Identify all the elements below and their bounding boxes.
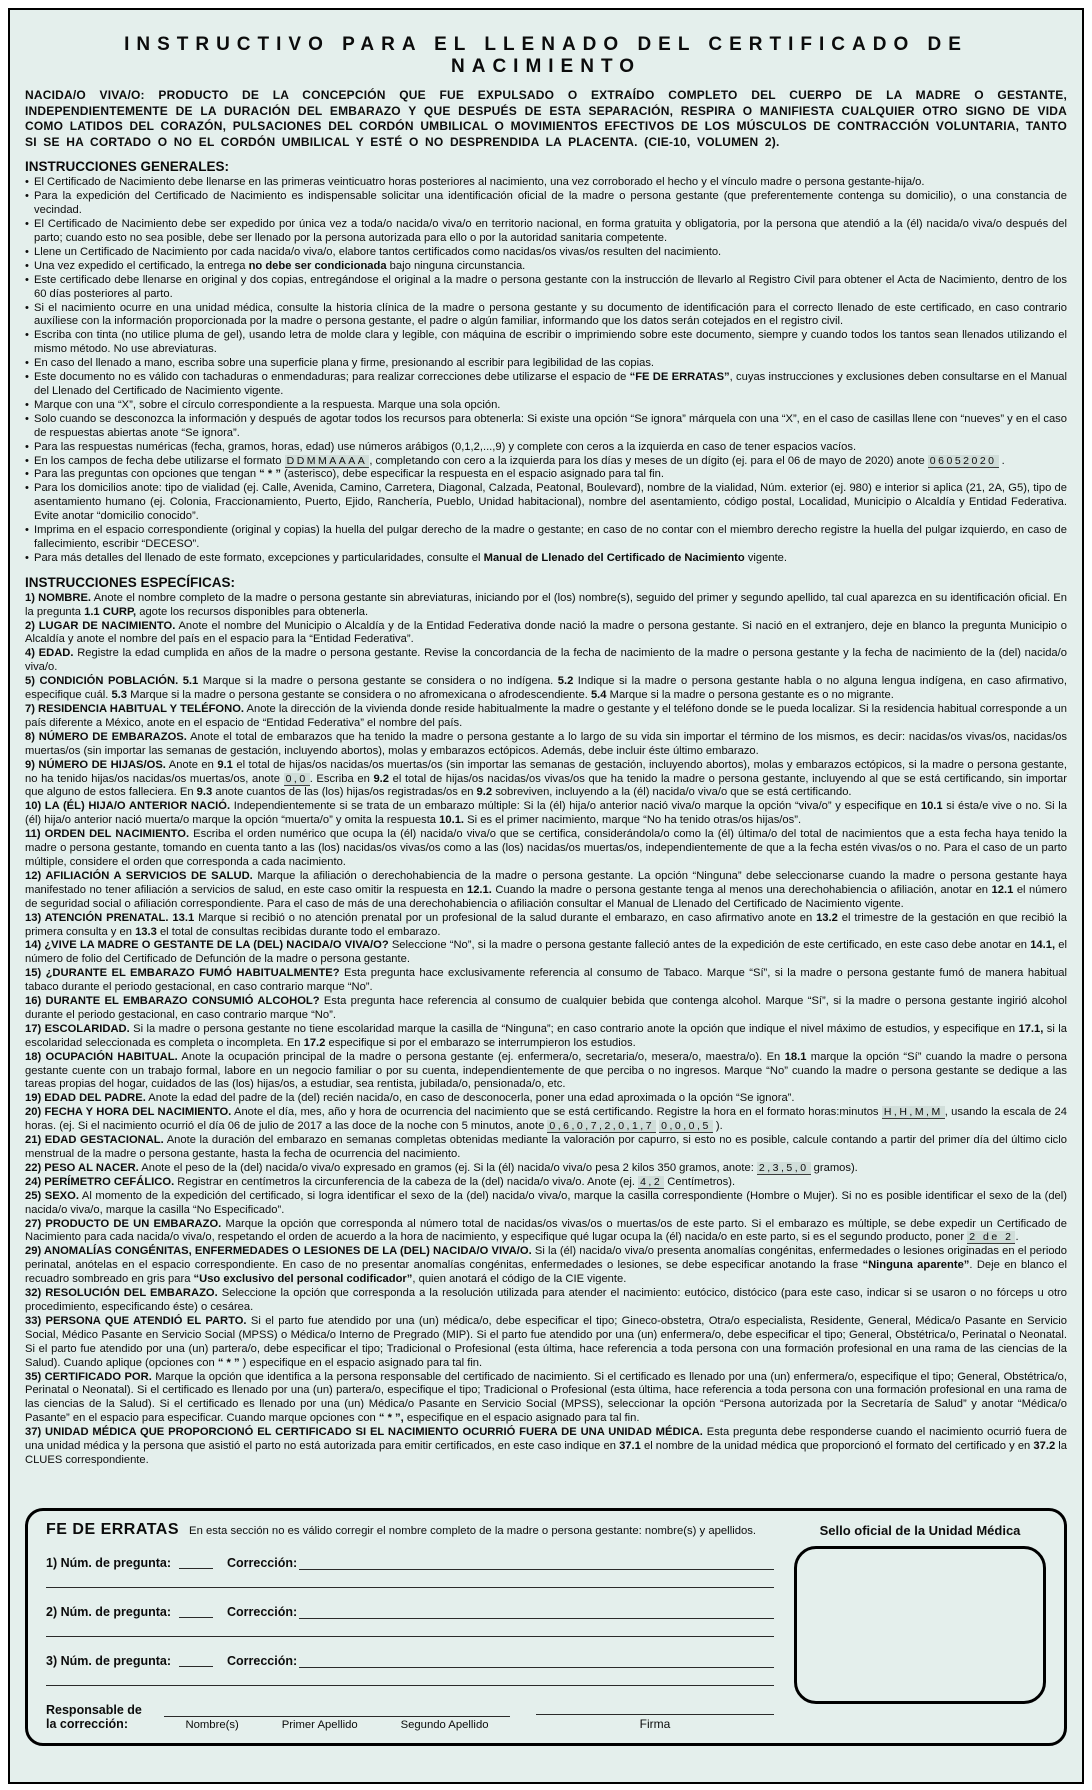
specific-instruction-item: 20) FECHA Y HORA DEL NACIMIENTO. Anote el día, mes, año y hora de ocurrencia del nacimiento que se está certificando. Registre la hora en el formato horas:minutos H,H,M,M , usando la escala de 24 horas. (ej. Si el nacimiento ocurrió el día 06 de julio de 2017 a las doce de la noche con 5 minutos, anote 0,6,0,7,2,0,1,7 0,0,0,5 ). (25, 1106, 1067, 1133)
correction-field-3 (299, 1655, 774, 1668)
general-instruction-item: • Escriba con tinta (no utilice pluma de gel), usando letra de molde clara y legible, con máquina de escribir o imprimiendo sobre este documento, siempre y cuando todos los tantos sean llenados utilizando el mismo método. No use abreviaturas. (25, 329, 1067, 357)
general-instruction-item: • En caso del llenado a mano, escriba sobre una superficie plana y firme, presionando al escribir para legibilidad de las copias. (25, 357, 1067, 371)
specific-instruction-item: 27) PRODUCTO DE UN EMBARAZO. Marque la opción que corresponda al número total de nacidas/os vivas/os o muertas/os de este parto. Si el embarazo es múltiple, se debe expedir un Certificado de Nacimiento para cada nacida/o viva/o, respetando el orden de acuerdo a la hora de nacimiento, y especifique qué lugar ocupa la (él) nacida/o en este parto, si es el segundo producto, poner 2 de 2 . (25, 1217, 1067, 1244)
correction-continuation-line-1 (46, 1573, 774, 1588)
general-instruction-item: • Llene un Certificado de Nacimiento por cada nacida/o viva/o, elabore tantos certificados como nacidas/os vivas/os resulten del nacimiento. (25, 246, 1067, 260)
general-instruction-item: • Este documento no es válido con tachaduras o enmendaduras; para realizar correcciones debe utilizarse el espacio de “FE DE ERRATAS”, cuyas instrucciones y exclusiones deben consultarse en el Manual del Llenado del Certificado de Nacimiento vigente. (25, 371, 1067, 399)
specific-instruction-item: 13) ATENCIÓN PRENATAL. 13.1 Marque si recibió o no atención prenatal por un profesional de la salud durante el embarazo, en caso afirmativo anote en 13.2 el trimestre de la gestación en que recibió la primera consulta y en 13.3 el total de consultas recibidas durante todo el embarazo. (25, 911, 1067, 938)
errata-row-2 (46, 1605, 774, 1619)
specific-instruction-item: 33) PERSONA QUE ATENDIÓ EL PARTO. Si el parto fue atendido por una (un) médica/o, debe especificar el tipo; Gineco-obstetra, Otra/o especialista, Residente, General, Médica/o Pasante en Servicio Social, Médico Pasante en Servicio Social (MPSS) o Médica/o Interno de Pregrado (MIP). Si el parto fue atendido por una (un) enfermera/o, debe especificar el tipo; General, Obstétrica/o, Perinatal o Neonatal. Si el parto fue atendido por una (un) partera/o, debe especificar el tipo; Tradicional o Profesional (esta última, hace referencia a toda persona con una formación profesional en una rama de las ciencias de la Salud). Cuando aplique (opciones con “ * ” ) especifique en el espacio asignado para tal fin. (25, 1314, 1067, 1369)
first-surname-field-label: Primer Apellido (281, 1719, 358, 1731)
specific-instruction-item: 8) NÚMERO DE EMBARAZOS. Anote el total de embarazos que ha tenido la madre o persona gestante a lo largo de su vida sin importar el término de los mismos, es decir: nacidas/os vivas/os, nacidas/os muertas/os (sin importar las semanas de gestación, incluyendo abortos), molas y embarazos ectópicos. Además, debe incluir éste último embarazo. (25, 730, 1067, 757)
general-instruction-item: • Este certificado debe llenarse en original y dos copias, entregándose el original a la madre o persona gestante con la instrucción de llevarlo al Registro Civil para obtener el Acta de Nacimiento, dentro de los 60 días posteriores al parto. (25, 274, 1067, 302)
page-title: INSTRUCTIVO PARA EL LLENADO DEL CERTIFICADO DE NACIMIENTO (124, 34, 968, 77)
correction-label-1: Corrección: (227, 1556, 298, 1570)
specific-instructions-heading: INSTRUCCIONES ESPECÍFICAS: (25, 574, 236, 590)
general-instruction-item: • Para más detalles del llenado de este formato, excepciones y particularidades, consulte el Manual de Llenado del Certificado de Nacimiento vigente. (25, 552, 1067, 566)
specific-instruction-item: 32) RESOLUCIÓN DEL EMBARAZO. Seleccione la opción que corresponda a la resolución utilizada para atender el nacimiento: eutócico, distócico (para este caso, indicar si se usaron o no fórceps u otro procedimiento, especificando éste) o cesárea. (25, 1287, 1067, 1313)
specific-instruction-item: 18) OCUPACIÓN HABITUAL. Anote la ocupación principal de la madre o persona gestante (ej. enfermera/o, secretaria/o, mesera/o, maestra/o). En 18.1 marque la opción “Sí” cuando la madre o persona gestante cuente con un trabajo formal, labore en un negocio familiar o por su cuenta, independientemente de que perciba o no ingresos. Marque “No” cuando la madre o persona gestante se dedique a las tareas propias del hogar, cuidados de las (los) hijas/os, a estudiar, sea rentista, jubilada/o, pensionada/o, etc. (25, 1050, 1067, 1091)
question-number-field-3 (179, 1654, 213, 1667)
specific-instruction-item: 10) LA (ÉL) HIJA/O ANTERIOR NACIÓ. Independientemente si se trata de un embarazo múltiple: Si la (él) hija/o anterior nació viva/o marque la opción “viva/o” y especifique en 10.1 si ésta/e vive o no. Si la (él) hija/o anterior nació muerta/o marque la opción “muerta/o” y omita la respuesta 10.1. Si es el primer nacimiento, marque “No ha tenido otras/os hijas/os”. (25, 800, 1067, 827)
question-number-label-3: 3) Núm. de pregunta: (46, 1654, 172, 1668)
question-number-field-1 (179, 1556, 213, 1569)
specific-instruction-item: 5) CONDICIÓN POBLACIÓN. 5.1 Marque si la madre o persona gestante se considera o no indígena. 5.2 Indique si la madre o persona gestante habla o no alguna lengua indígena, en caso afirmativo, especifique cuál. 5.3 Marque si la madre o persona gestante se considera o no afromexicana o afrodescendiente. 5.4 Marque si la madre o persona gestante es o no migrante. (25, 675, 1067, 702)
specific-instruction-item: 9) NÚMERO DE HIJAS/OS. Anote en 9.1 el total de hijas/os nacidas/os muertas/os (sin importar las semanas de gestación, incluyendo abortos), molas y embarazos ectópicos, si la madre o persona gestante, no ha tenido hijas/os nacidas/os muertas/os, anote 0,0 . Escriba en 9.2 el total de hijas/os nacidas/os vivas/os que ha tenido la madre o persona gestante, incluyendo al que se está certificando, sin importar que alguno de estos falleciera. En 9.3 anote cuantos de las (los) hijas/os registradas/os en 9.2 sobreviven, incluyendo a la (él) nacida/o viva/o que se está certificando. (25, 758, 1068, 799)
correction-continuation-line-2 (46, 1622, 774, 1637)
responsible-name-fields (164, 1704, 510, 1731)
question-number-label-2: 2) Núm. de pregunta: (46, 1605, 172, 1619)
responsible-name-labels (164, 1719, 510, 1731)
specific-instruction-item: 37) UNIDAD MÉDICA QUE PROPORCIONÓ EL CERTIFICADO SI EL NACIMIENTO OCURRIÓ FUERA DE UNA UNIDAD MÉDICA. Esta pregunta debe responderse cuando el nacimiento ocurrió fuera de una unidad médica y la persona que asistió el parto no está autorizada para emitir certificados, en este caso indique en 37.1 el nombre de la unidad médica que proporcionó el formato del certificado y en 37.2 la CLUES correspondiente. (25, 1426, 1067, 1466)
specific-instruction-item: 2) LUGAR DE NACIMIENTO. Anote el nombre del Municipio o Alcaldía y de la Entidad Federativa donde nació la madre o persona gestante. Si nació en el extranjero, deje en blanco la pregunta Municipio o Alcaldía y anote el nombre del país en el espacio para la “Entidad Federativa”. (25, 619, 1068, 646)
errata-note: En esta sección no es válido corregir el nombre completo de la madre o persona gestante: nombre(s) y apellidos. (189, 1525, 757, 1537)
errata-header (46, 1521, 774, 1539)
specific-instruction-item: 15) ¿DURANTE EL EMBARAZO FUMÓ HABITUALMENTE? Esta pregunta hace exclusivamente referencia al consumo de Tabaco. Marque “Sí”, si la madre o persona gestante fumó de manera habitual tabaco durante el periodo gestacional, en caso contrario marque “No”. (25, 967, 1068, 994)
general-instruction-item: • Para las respuestas numéricas (fecha, gramos, horas, edad) use números arábigos (0,1,2,...,9) y complete con ceros a la izquierda en caso de tener espacios vacíos. (25, 441, 1067, 455)
general-instruction-item: • En los campos de fecha debe utilizarse el formato DDMMAAAA , completando con cero a la izquierda para los días y meses de un dígito (ej. para el 06 de mayo de 2020) anote 06052020 . (25, 455, 1067, 469)
signature-line (536, 1702, 774, 1715)
general-instruction-item: • El Certificado de Nacimiento debe ser expedido por única vez a toda/o nacida/o viva/o en territorio nacional, en forma gratuita y obligatoria, por la persona que atendió a la (él) nacida/o viva/o después del parto; cuando esto no sea posible, debe ser llenado por la persona autorizada para ello o por la autoridad sanitaria competente. (25, 218, 1067, 246)
specific-instruction-item: 19) EDAD DEL PADRE. Anote la edad del padre de la (del) recién nacida/o, en caso de desconocerla, poner una edad aproximada o la opción “Se ignora”. (25, 1092, 795, 1105)
general-instruction-item: • Marque con una “X”, sobre el círculo correspondiente a la respuesta. Marque una sola opción. (25, 399, 1067, 413)
specific-instruction-item: 7) RESIDENCIA HABITUAL Y TELÉFONO. Anote la dirección de la vivienda donde reside habitualmente la madre o gestante y el teléfono donde se le pueda localizar. Si la residencia habitual corresponde a un país diferente a México, anote en el espacio de “Entidad Federativa” el nombre del país. (25, 703, 1067, 729)
specific-instruction-item: 21) EDAD GESTACIONAL. Anote la duración del embarazo en semanas completas obtenidas mediante la valoración por capurro, si esto no es posible, calcule contando a partir del primer día del último ciclo menstrual de la madre o persona gestante, hasta la fecha de ocurrencia del nacimiento. (25, 1134, 1067, 1160)
specific-instruction-item: 29) ANOMALÍAS CONGÉNITAS, ENFERMEDADES O LESIONES DE LA (DEL) NACIDA/O VIVA/O. Si la (él) nacida/o viva/o presenta anomalías congénitas, enfermedades o lesiones originadas en el periodo perinatal, anótelas en el espacio correspondiente. En caso de no presentar anomalías congénitas, enfermedades o lesiones, se debe especificar anotando la frase “Ninguna aparente”. Deje en blanco el recuadro sombreado en gris para “Uso exclusivo del personal codificador”, quien anotará el código de la CIE vigente. (25, 1245, 1068, 1286)
specific-instruction-item: 4) EDAD. Registre la edad cumplida en años de la madre o persona gestante. Revise la concordancia de la fecha de nacimiento de la madre o persona gestante y la fecha de nacimiento de la (del) nacida/o viva/o. (25, 647, 1067, 674)
correction-label-2: Corrección: (227, 1605, 298, 1619)
specific-instruction-item: 16) DURANTE EL EMBARAZO CONSUMIÓ ALCOHOL? Esta pregunta hace referencia al consumo de cualquier bebida que contenga alcohol. Marque “Sí”, si la madre o persona gestante ingirió alcohol durante el periodo gestacional, en caso contrario marque “No”. (25, 995, 1067, 1021)
specific-instruction-item: 11) ORDEN DEL NACIMIENTO. Escriba el orden numérico que ocupa la (él) nacida/o viva/o que se certifica, considerándola/o como la (él) última/o del total de nacimientos que a esta fecha haya tenido la madre o persona gestante, tomando en cuenta tanto a las (los) nacidas/os vivas/os como a las (los) nacidas/os muertas/os, independientemente de que a la fecha estén vivas/os o no. Para el caso de un parto múltiple, considere el orden que corresponda a cada nacimiento. (25, 828, 1067, 868)
specific-instruction-item: 24) PERÍMETRO CEFÁLICO. Registrar en centímetros la circunferencia de la cabeza de la (del) nacida/o viva/o. Anote (ej. 4,2 Centímetros). (25, 1175, 736, 1188)
errata-left-column (46, 1521, 774, 1731)
errata-row-1 (46, 1556, 774, 1570)
general-instruction-item: • Una vez expedido el certificado, la entrega no debe ser condicionada bajo ninguna circunstancia. (25, 260, 1067, 274)
specific-instruction-item: 17) ESCOLARIDAD. Si la madre o persona gestante no tiene escolaridad marque la casilla de “Ninguna”; en caso contrario anote la opción que indique el nivel máximo de estudios, y especifique en 17.1, si la escolaridad seleccionada es completa o incompleta. En 17.2 especifique si por el embarazo se interrumpieron los estudios. (25, 1022, 1067, 1049)
correction-label-3: Corrección: (227, 1654, 298, 1668)
general-instructions-heading: INSTRUCCIONES GENERALES: (25, 159, 230, 175)
specific-instruction-item: 35) CERTIFICADO POR. Marque la opción que identifica a la persona responsable del certificado de nacimiento. Si el certificado es llenado por una (un) enfermera/o, especifique el tipo; General, Obstétrica/o, Perinatal o Neonatal). Si el certificado es llenado por una (un) partera/o, especifique el tipo; Tradicional o Profesional (esta última, hace referencia a toda persona con una formación profesional en una rama de las ciencias de la Salud). Si el certificado es llenado por una (un) Médica/o Pasante en Servicio Social (MPSS), seleccionar la opción “Persona autorizada por la Secretaría de Salud” y anotar “Médica/o Pasante” en el espacio para especificar. Cuando marque opciones con “ * ”, especifique en el espacio asignado para tal fin. (25, 1370, 1067, 1425)
errata-right-column (794, 1521, 1046, 1731)
responsible-row (46, 1702, 774, 1731)
general-instruction-item: • Solo cuando se desconozca la información y después de agotar todos los recursos para obtenerla: Si existe una opción “Se ignora” márquela con una “X”, en el caso de casillas llene con “nueves” y en el caso de respuestas abiertas anote “Se ignora”. (25, 413, 1067, 441)
second-surname-field-label: Segundo Apellido (400, 1719, 489, 1731)
errata-row-3 (46, 1654, 774, 1668)
specific-instruction-item: 22) PESO AL NACER. Anote el peso de la (del) nacida/o viva/o expresado en gramos (ej. Si la (él) nacida/o viva/o pesa 2 kilos 350 gramos, anote: 2,3,5,0 gramos). (25, 1161, 858, 1174)
specific-instruction-item: 1) NOMBRE. Anote el nombre completo de la madre o persona gestante sin abreviaturas, iniciando por el (los) nombre(s), seguido del primer y segundo apellido, tal cual aparezca en su identificación oficial. En la pregunta 1.1 CURP, agote los recursos disponibles para obtenerla. (25, 591, 1067, 618)
signature-label: Firma (639, 1717, 671, 1731)
general-instruction-item: • El Certificado de Nacimiento debe llenarse en las primeras veinticuatro horas posteriores al nacimiento, una vez corroborado el hecho y el vínculo madre o persona gestante-hija/o. (25, 176, 1067, 190)
question-number-field-2 (179, 1605, 213, 1618)
specific-instruction-item: 14) ¿VIVE LA MADRE O GESTANTE DE LA (DEL) NACIDA/O VIVA/O? Seleccione “No”, si la madre o persona gestante falleció antes de la expedición de este certificado, en este caso debe anotar en 14.1, el número de folio del Certificado de Defunción de la madre o persona gestante. (25, 939, 1067, 966)
specific-instruction-item: 25) SEXO. Al momento de la expedición del certificado, si logra identificar el sexo de la (del) nacida/o viva/o, marque la casilla correspondiente (Hombre o Mujer). Si no es posible identificar el sexo de la (del) nacida/o viva/o, marque la casilla “No Especificado”. (25, 1189, 1067, 1216)
correction-field-1 (299, 1557, 774, 1570)
signature-field (536, 1702, 774, 1731)
official-seal-label: Sello oficial de la Unidad Médica (819, 1523, 1021, 1538)
correction-continuation-line-3 (46, 1671, 774, 1686)
specific-instructions-list (25, 592, 1067, 1468)
name-field-label: Nombre(s) (185, 1719, 239, 1731)
general-instructions-list (25, 176, 1067, 565)
general-instruction-item: • Si el nacimiento ocurre en una unidad médica, consulte la historia clínica de la madre o persona gestante y su documento de identificación para el correcto llenado de este certificado, en caso contrario auxíliese con la información proporcionada por la madre o persona gestante, el padre o algún familiar, informando que los datos serán cotejados en el registro civil. (25, 302, 1067, 330)
general-instruction-item: • Imprima en el espacio correspondiente (original y copias) la huella del pulgar derecho de la madre o gestante; en caso de no contar con el miembro derecho registre la huella del pulgar izquierdo, en caso de fallecimiento, escribir “DECESO”. (25, 524, 1067, 552)
general-instruction-item: • Para las preguntas con opciones que tengan “ * ” (asterisco), debe especificar la respuesta en el espacio asignado para tal fin. (25, 468, 1067, 482)
question-number-label-1: 1) Núm. de pregunta: (46, 1556, 172, 1570)
general-instruction-item: • Para los domicilios anote: tipo de vialidad (ej. Calle, Avenida, Camino, Carretera, Diagonal, Calzada, Peatonal, Boulevard), nombre de la vialidad, Núm. exterior (ej. 980) e interior si aplica (21, 2A, G5), tipo de asentamiento humano (ej. Colonia, Fraccionamiento, Puerto, Ejido, Ranchería, Pueblo, Unidad habitacional), nombre del asentamiento, código postal, Localidad, Municipio o Alcaldía y Entidad Federativa. Evite anotar “domicilio conocido”. (25, 482, 1067, 524)
general-instruction-item: • Para la expedición del Certificado de Nacimiento es indispensable solicitar una identificación oficial de la madre o persona gestante (que preferentemente contenga su domicilio), o una constancia de vecindad. (25, 190, 1067, 218)
correction-field-2 (299, 1606, 774, 1619)
errata-title: FE DE ERRATAS (46, 1521, 180, 1538)
responsible-label: Responsable de la corrección: (46, 1703, 142, 1731)
official-seal-area (794, 1546, 1046, 1704)
intro-definition: NACIDA/O VIVA/O: PRODUCTO DE LA CONCEPCIÓN QUE FUE EXPULSADO O EXTRAÍDO COMPLETO DEL CUERPO DE LA MADRE O GESTANTE, INDEPENDIENTEMENTE DE LA DURACIÓN DEL EMBARAZO Y QUE DESPUÉS DE ESTA SEPARACIÓN, RESPIRA O MANIFIESTA CUALQUIER OTRO SIGNO DE VIDA COMO LATIDOS DEL CORAZÓN, PULSACIONES DEL CORDÓN UMBILICAL O MOVIMIENTOS EFECTIVOS DE LOS MÚSCULOS DE CONTRACCIÓN VOLUNTARIA, TANTO SI SE HA CORTADO O NO EL CORDÓN UMBILICAL Y ESTÉ O NO DESPRENDIDA LA PLACENTA. (CIE-10, VOLUMEN 2). (25, 88, 1068, 149)
document-page (8, 8, 1084, 1784)
specific-instruction-item: 12) AFILIACIÓN A SERVICIOS DE SALUD. Marque la afiliación o derechohabiencia de la madre o persona gestante. La opción “Ninguna” debe seleccionarse cuando la madre o persona gestante haya manifestado no tener afiliación a servicios de salud, en este caso omitir la respuesta en 12.1. Cuando la madre o persona gestante tenga al menos una derechohabiencia o afiliación, anotar en 12.1 el número de seguridad social o afiliación correspondiente. Para el caso de más de una derechohabiencia o afiliación consultar el Manual de Llenado del Certificado de Nacimiento vigente. (25, 869, 1068, 910)
responsible-name-line (164, 1704, 510, 1717)
fe-de-erratas-box (25, 1508, 1067, 1746)
